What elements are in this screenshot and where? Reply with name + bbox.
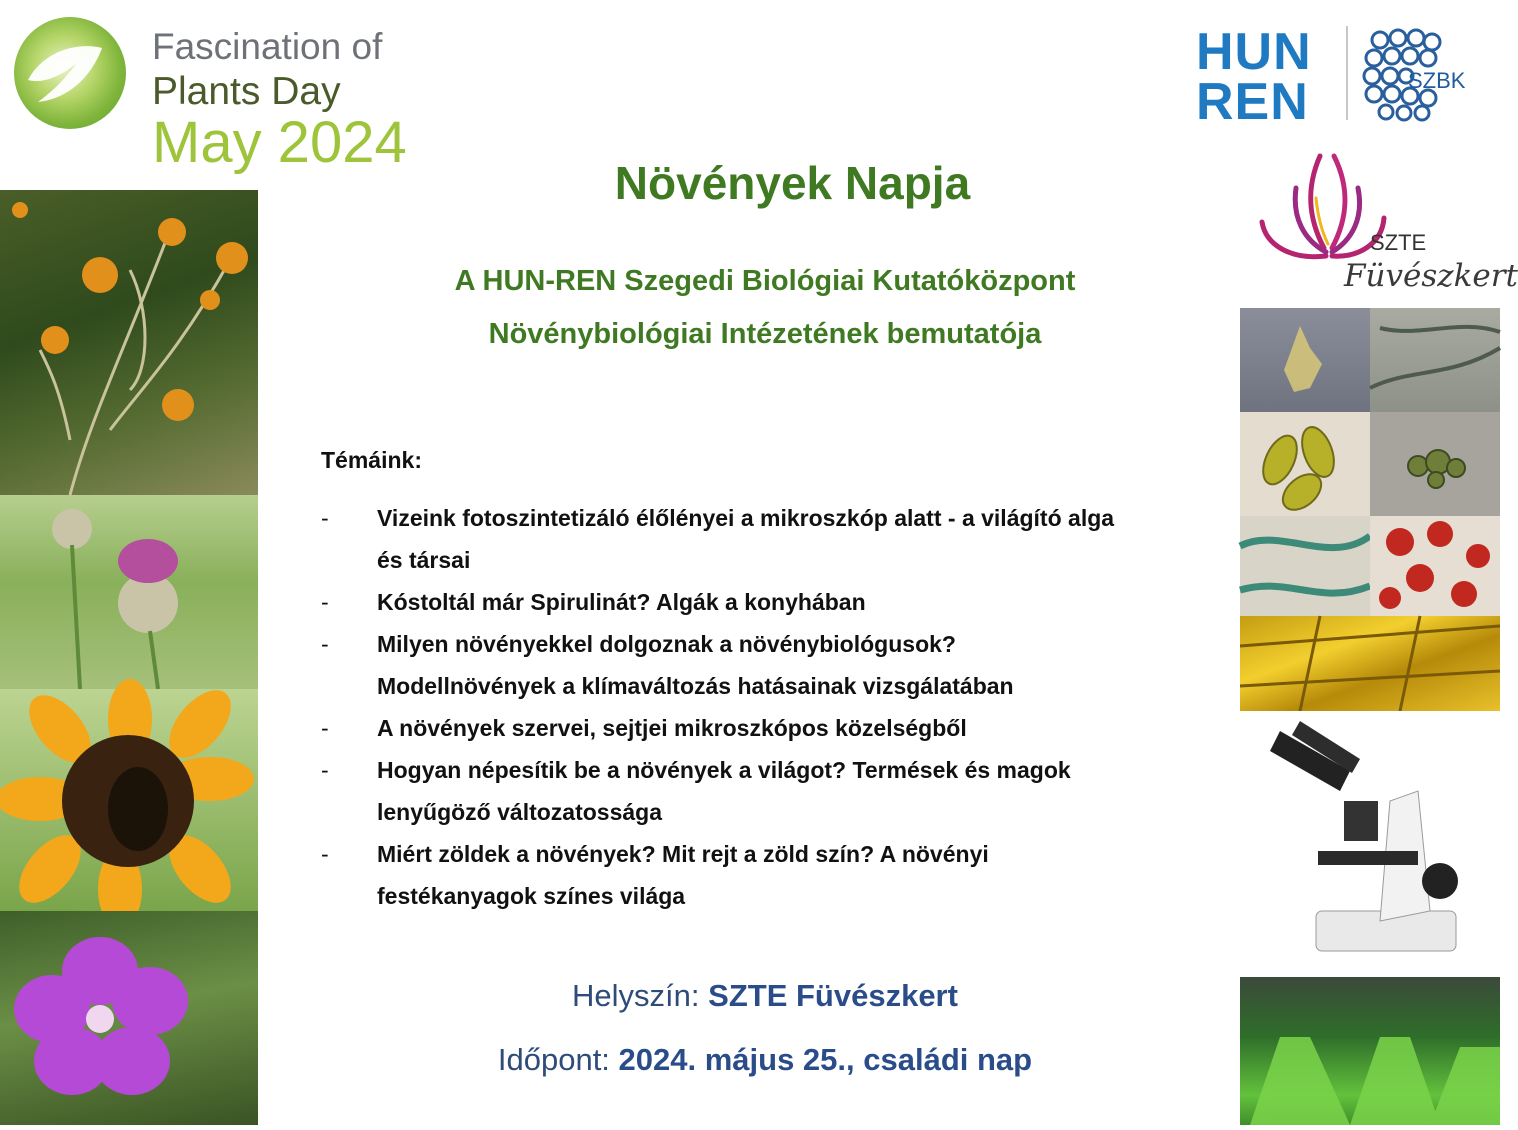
date-value: 2024. május 25., családi nap	[618, 1042, 1033, 1077]
venue-label: Helyszín:	[572, 978, 709, 1013]
date-label: Időpont:	[497, 1042, 619, 1077]
topic-text-line1: Hogyan népesítik be a növények a világot? Termések és magok	[377, 757, 1071, 783]
leaf-icon	[24, 40, 104, 110]
topic-text-line2: és társai	[377, 547, 471, 573]
list-bullet: -	[321, 589, 329, 615]
fopd-line3: May 2024	[152, 110, 407, 175]
szte-text: SZTE	[1370, 230, 1427, 255]
venue-line	[330, 978, 1200, 1014]
fopd-line1: Fascination of	[152, 26, 383, 67]
photo-geranium-flower	[0, 911, 258, 1125]
topic-text-line2: Modellnövények a klímaváltozás hatásainak vizsgálatában	[377, 673, 1014, 699]
topic-text-line2: lenyűgöző változatossága	[377, 799, 663, 825]
photo-algae-culture-flasks	[1240, 977, 1500, 1125]
photo-sunflower-with-bee	[0, 689, 258, 911]
fopd-line2: Plants Day	[152, 70, 341, 113]
photo-yellow-ball-flowers	[0, 190, 258, 495]
hunren-line2: REN	[1196, 73, 1309, 131]
date-line	[330, 1042, 1200, 1078]
topic-text-line1: Milyen növényekkel dolgoznak a növénybiológusok?	[377, 631, 956, 657]
photo-spirulina-micrograph	[1240, 516, 1370, 616]
photo-dinoflagellate-micrograph	[1240, 308, 1370, 412]
photo-plant-cells-micrograph	[1240, 616, 1500, 711]
list-item	[321, 833, 1201, 917]
photo-thistle	[0, 495, 258, 689]
photo-filament-alga-micrograph	[1370, 308, 1500, 412]
szte-fuveszkert-logo	[1252, 148, 1518, 298]
topics-heading: Témáink:	[321, 447, 422, 473]
topics-list	[321, 497, 1201, 917]
list-item	[321, 707, 1201, 749]
photo-round-algae-micrograph	[1370, 412, 1500, 516]
list-bullet: -	[321, 757, 329, 783]
list-item	[321, 623, 1201, 707]
list-bullet: -	[321, 715, 329, 741]
topic-text-line1: Vizeink fotoszintetizáló élőlényei a mikroszkóp alatt - a világító alga	[377, 505, 1115, 531]
subtitle-line2: Növénybiológiai Intézetének bemutatója	[488, 318, 1042, 350]
list-item	[321, 497, 1201, 581]
fascination-of-plants-day-logo	[0, 0, 420, 190]
list-bullet: -	[321, 631, 329, 657]
list-item	[321, 749, 1201, 833]
subtitle-line1: A HUN-REN Szegedi Biológiai Kutatóközpont	[454, 265, 1076, 297]
fuveszkert-text: Füvészkert	[1344, 258, 1518, 294]
venue-value: SZTE Füvészkert	[708, 978, 958, 1013]
page-title: Növények Napja	[614, 157, 971, 209]
hun-ren-szbk-logo	[1196, 23, 1496, 131]
topic-text-line1: Kóstoltál már Spirulinát? Algák a konyhában	[377, 589, 866, 615]
list-bullet: -	[321, 841, 329, 867]
logo-divider	[1346, 26, 1348, 120]
list-item	[321, 581, 1201, 623]
topic-text-line2: festékanyagok színes világa	[377, 883, 686, 909]
szbk-text: SZBK	[1408, 68, 1466, 93]
topic-text-line1: A növények szervei, sejtjei mikroszkópos közelségből	[377, 715, 967, 741]
photo-green-cells-micrograph	[1240, 412, 1370, 516]
photo-microscope	[1240, 711, 1500, 977]
photo-red-algae-micrograph	[1370, 516, 1500, 616]
topic-text-line1: Miért zöldek a növények? Mit rejt a zöld szín? A növényi	[377, 841, 989, 867]
list-bullet: -	[321, 505, 329, 531]
hunren-line1: HUN	[1196, 23, 1312, 81]
